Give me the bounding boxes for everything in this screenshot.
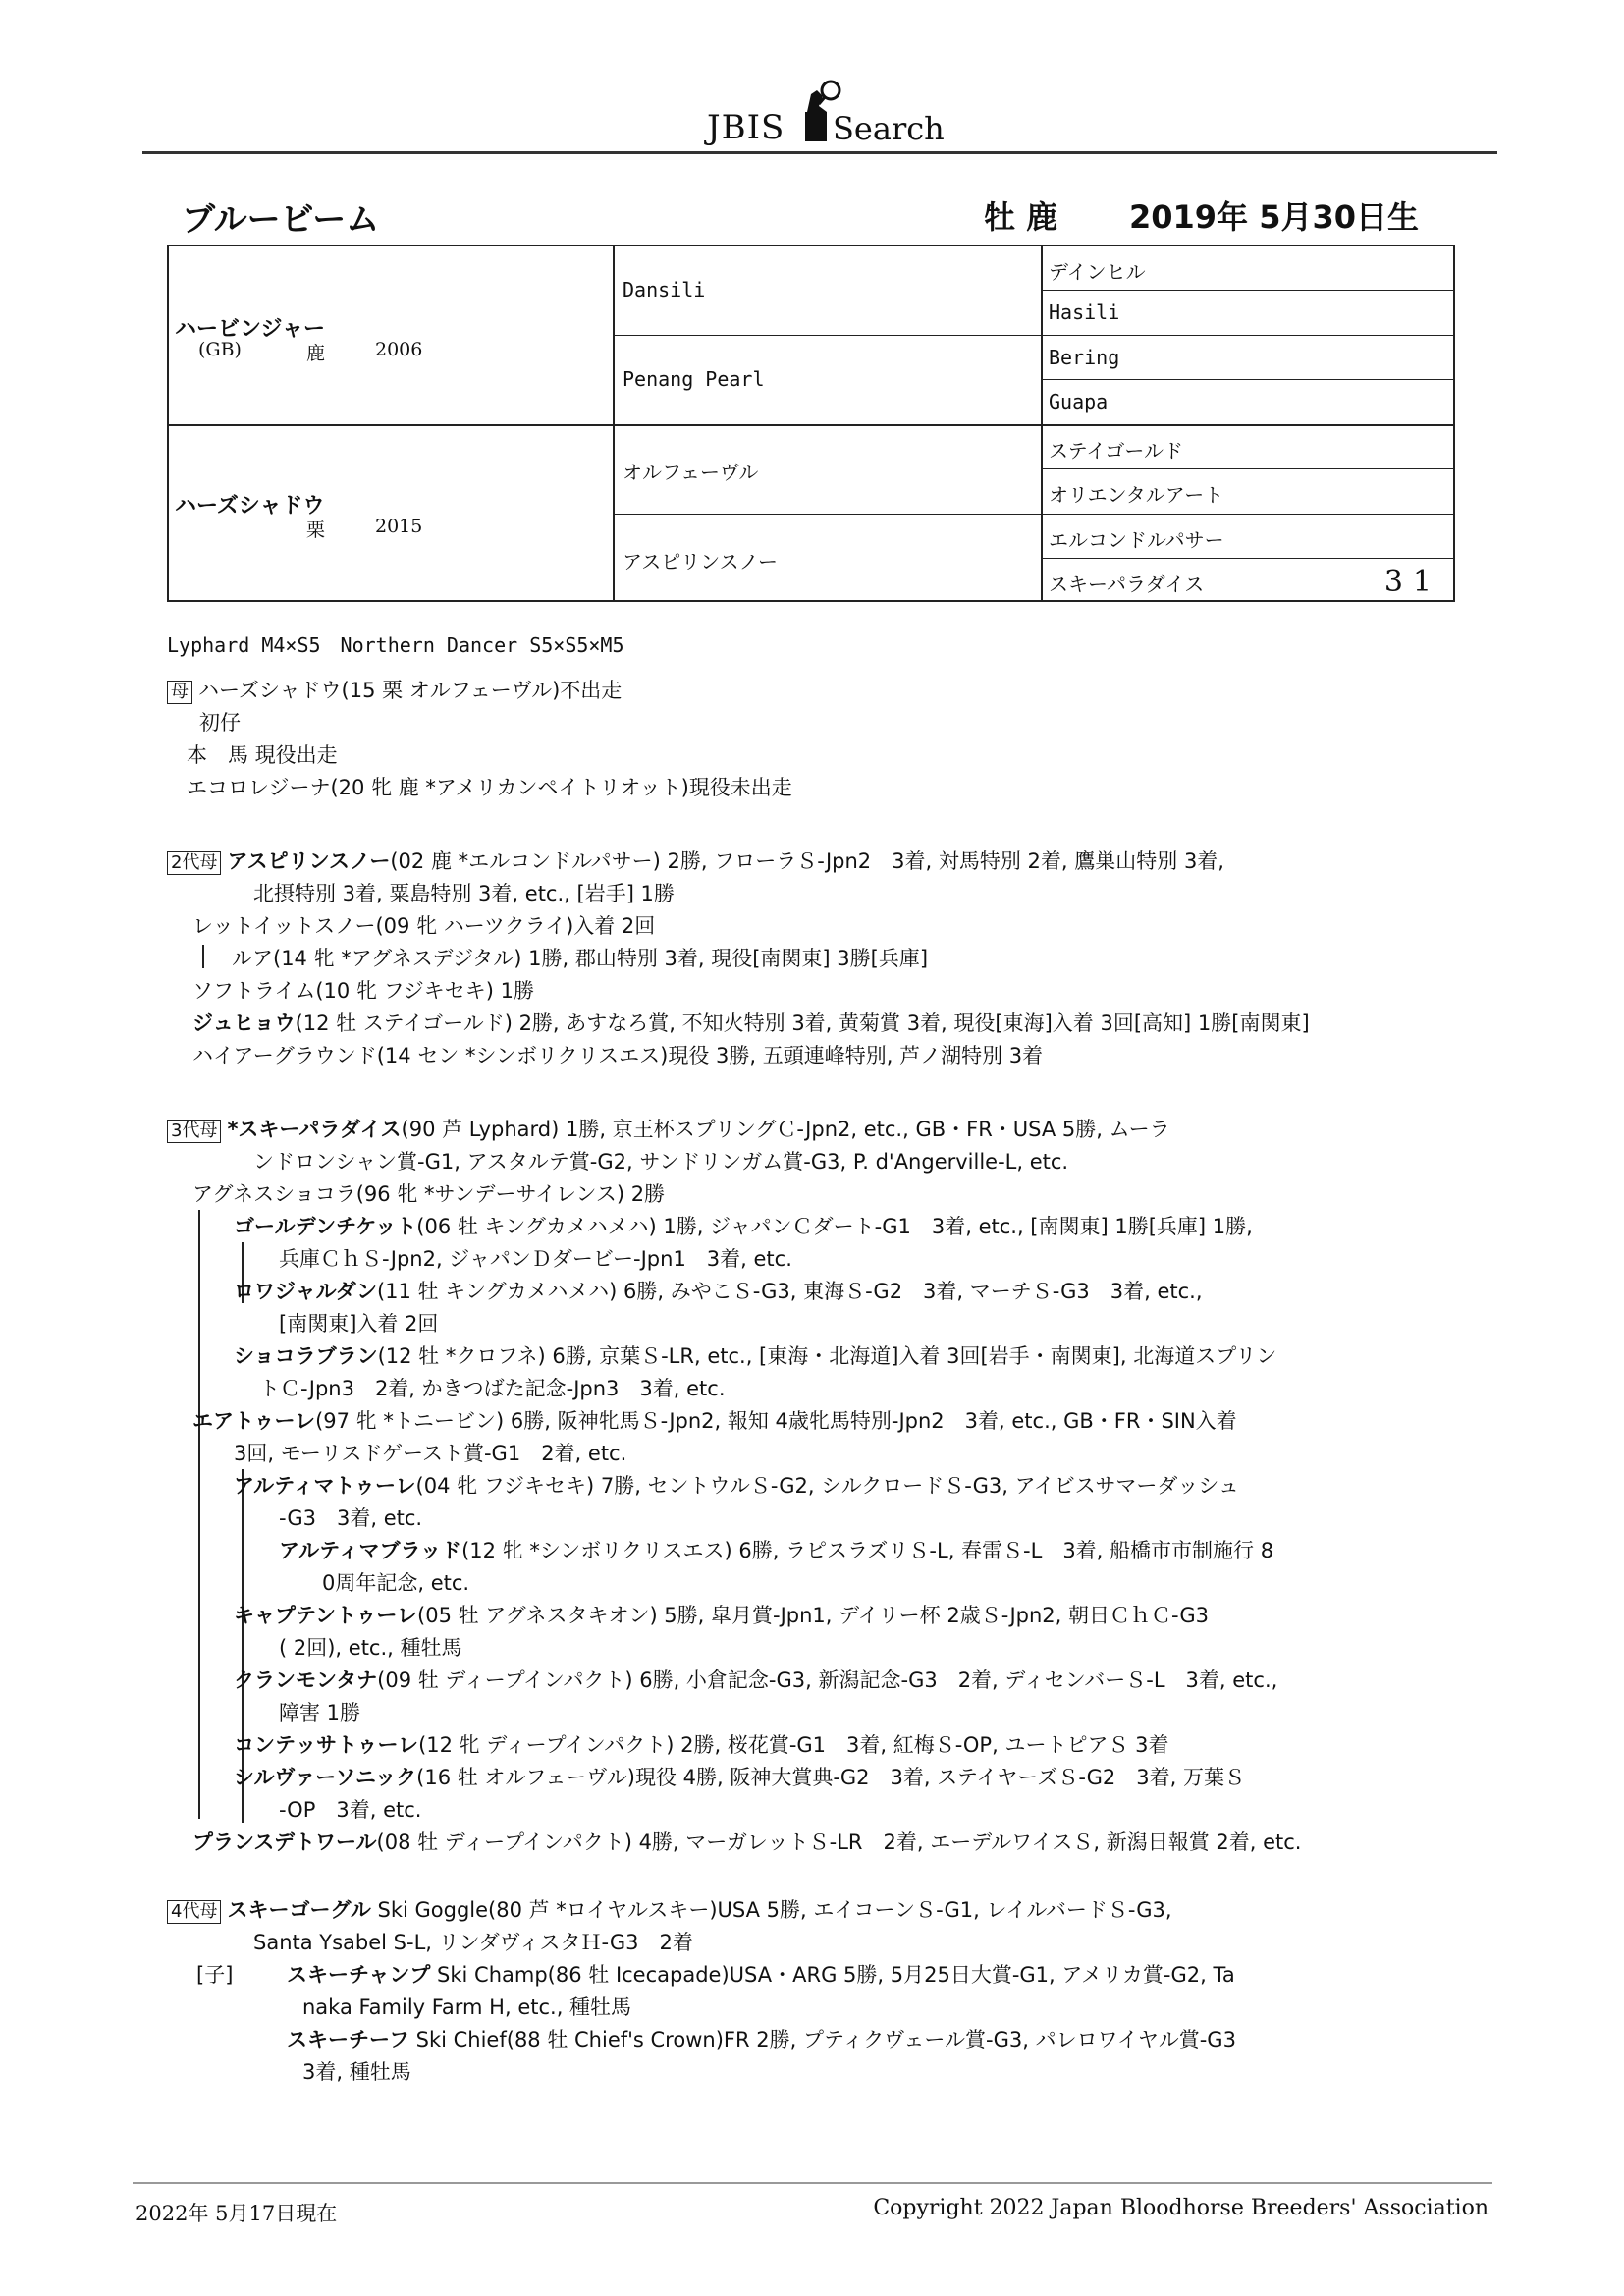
family-horse: *スキーパラダイス: [227, 1118, 402, 1141]
family-horse: スキーゴーグル: [227, 1898, 371, 1922]
family-line: アグネスショコラ(96 牝 *サンデーサイレンス) 2勝: [192, 1182, 666, 1206]
family-line: レットイットスノー(09 牝 ハーツクライ)入着 2回: [192, 914, 656, 938]
gen3-ancestor: オリエンタルアート: [1049, 483, 1224, 507]
jbis-search-logo: [707, 77, 962, 145]
family-line: (90 芦 Lyphard) 1勝, 京王杯スプリングＣ-Jpn2, etc., GB・FR・USA 5勝, ムーラ: [401, 1118, 1170, 1141]
family-line: 3着, 種牡馬: [302, 2060, 411, 2084]
footer-divider: [133, 2182, 1492, 2184]
family-horse: アルティマブラッド: [279, 1539, 462, 1562]
header-divider: [142, 151, 1497, 154]
section-label: 2代母: [167, 851, 221, 875]
logo-text-jbis: JBIS: [707, 108, 785, 147]
family-horse: ゴールデンチケット: [234, 1215, 417, 1238]
section-label: 3代母: [167, 1120, 221, 1143]
family-line: naka Family Farm H, etc., 種牡馬: [302, 1995, 632, 2019]
family-horse: エアトゥーレ: [192, 1409, 316, 1433]
dam-name: ハーズシャドウ: [175, 494, 325, 519]
family-line: スキーチーフ Ski Chief(88 牡 Chief's Crown)FR 2勝, プティクヴェール賞-G3, パレロワイヤル賞-G3: [287, 2028, 1236, 2051]
family-line: ショコラブラン(12 牡 *クロフネ) 6勝, 京葉Ｓ-LR, etc., [東海・北海道]入着 3回[岩手・南関東], 北海道スプリン: [234, 1344, 1277, 1368]
gen2-section-heading: [167, 847, 1224, 876]
gen3-ancestor: スキーパラダイス: [1049, 573, 1205, 596]
family-line: Santa Ysabel S-L, リンダヴィスタＨ-G3 2着: [253, 1931, 693, 1954]
family-line: 北摂特別 3着, 粟島特別 3着, etc., [岩手] 1勝: [253, 882, 675, 905]
family-line: -OP 3着, etc.: [279, 1798, 422, 1822]
family-line: 兵庫ＣｈＳ-Jpn2, ジャパンＤダービー-Jpn1 3着, etc.: [279, 1247, 792, 1271]
family-horse: アスピリンスノー: [227, 849, 391, 873]
gen3-ancestor: デインヒル: [1049, 260, 1146, 284]
logo-text-search: Search: [833, 110, 945, 147]
gen3-ancestor: Hasili: [1049, 301, 1120, 324]
family-line: コンテッサトゥーレ(12 牝 ディープインパクト) 2勝, 桜花賞-G1 3着, 紅梅Ｓ-OP, ユートピアＳ 3着: [234, 1733, 1169, 1757]
family-line: [南関東]入着 2回: [279, 1312, 439, 1336]
family-line: クランモンタナ(09 牡 ディープインパクト) 6勝, 小倉記念-G3, 新潟記念-G3 2着, ディセンバーＳ-L 3着, etc.,: [234, 1668, 1278, 1692]
birth-date: 2019年 5月30日生: [1129, 198, 1420, 236]
family-line: ハイアーグラウンド(14 セン *シンボリクリスエス)現役 3勝, 五頭連峰特別, 芦ノ湖特別 3着: [192, 1044, 1044, 1067]
family-horse: ショコラブラン: [234, 1344, 378, 1368]
family-horse: アルティマトゥーレ: [234, 1474, 416, 1498]
horse-name: ブルービーム: [182, 200, 380, 240]
gen3-ancestor: Bering: [1049, 346, 1120, 369]
family-line: プランスデトワール(08 牡 ディープインパクト) 4勝, マーガレットＳ-LR 2着, エーデルワイスＳ, 新潟日報賞 2着, etc.: [192, 1831, 1302, 1854]
family-line: ソフトライム(10 牝 フジキセキ) 1勝: [192, 979, 535, 1003]
pedigree-table: [167, 245, 1455, 602]
gen3-ancestor: ステイゴールド: [1049, 439, 1183, 463]
as-of-date: 2022年 5月17日現在: [135, 2202, 338, 2225]
section-label: 母: [167, 681, 192, 704]
sire-year: 2006: [375, 339, 423, 360]
family-horse: プランスデトワール: [192, 1831, 377, 1854]
family-horse: コンテッサトゥーレ: [234, 1733, 419, 1757]
family-line: トＣ-Jpn3 2着, かきつばた記念-Jpn3 3着, etc.: [259, 1377, 726, 1400]
descendant-bar: [202, 945, 204, 968]
family-line: ルア(14 牝 *アグネスデジタル) 1勝, 郡山特別 3着, 現役[南関東] 3勝[兵庫]: [232, 947, 929, 970]
family-number: 31: [1383, 565, 1441, 599]
child-label: [子]: [196, 1963, 234, 1987]
dam-section-heading: [167, 676, 622, 705]
section-label: 4代母: [167, 1900, 221, 1924]
dam-year: 2015: [375, 516, 423, 537]
descendant-bar: [198, 1210, 200, 1819]
family-line: ゴールデンチケット(06 牡 キングカメハメハ) 1勝, ジャパンＣダート-G1 3着, etc., [南関東] 1勝[兵庫] 1勝,: [234, 1215, 1253, 1238]
family-line: アルティマトゥーレ(04 牝 フジキセキ) 7勝, セントウルＳ-G2, シルクロードＳ-G3, アイビスサマーダッシュ: [234, 1474, 1239, 1498]
gen3-ancestor: エルコンドルパサー: [1049, 528, 1224, 552]
sire-origin: (GB): [198, 339, 242, 360]
family-line: スキーチャンプ Ski Champ(86 牡 Icecapade)USA・ARG 5勝, 5月25日大賞-G1, アメリカ賞-G2, Ta: [287, 1963, 1235, 1987]
gen4-section-heading: [167, 1895, 1172, 1925]
sex-color: 牡 鹿: [984, 198, 1058, 236]
family-line: 初仔: [199, 711, 241, 735]
sire-color: 鹿: [306, 343, 326, 364]
family-horse: クランモンタナ: [234, 1668, 378, 1692]
family-line: ( 2回), etc., 種牡馬: [279, 1636, 462, 1660]
family-line: 0周年記念, etc.: [322, 1571, 470, 1595]
sire-name: ハービンジャー: [175, 317, 326, 342]
inbreeding-line: Lyphard M4×S5 Northern Dancer S5×S5×M5: [167, 633, 624, 657]
gen2-ancestor: Penang Pearl: [623, 367, 765, 391]
family-line: ロワジャルダン(11 牡 キングカメハメハ) 6勝, みやこＳ-G3, 東海Ｓ-G2 3着, マーチＳ-G3 3着, etc.,: [234, 1280, 1203, 1303]
dam-color: 栗: [306, 519, 326, 541]
family-horse: ロワジャルダン: [234, 1280, 377, 1303]
family-horse: スキーチャンプ: [287, 1963, 431, 1987]
family-line: ハーズシャドウ(15 栗 オルフェーヴル)不出走: [198, 679, 623, 702]
family-horse: スキーチーフ: [287, 2028, 409, 2051]
family-line: -G3 3着, etc.: [279, 1506, 423, 1530]
family-line: ンドロンシャン賞-G1, アスタルテ賞-G2, サンドリンガム賞-G3, P. d'Angerville-L, etc.: [253, 1150, 1069, 1174]
family-line: Ski Goggle(80 芦 *ロイヤルスキー)USA 5勝, エイコーンＳ-G1, レイルバードＳ-G3,: [370, 1898, 1172, 1922]
gen2-ancestor: アスピリンスノー: [623, 550, 778, 574]
gen2-ancestor: Dansili: [623, 278, 706, 301]
family-line: 3回, モーリスドゲースト賞-G1 2着, etc.: [234, 1442, 627, 1465]
family-line: エアトゥーレ(97 牝 *トニービン) 6勝, 阪神牝馬Ｓ-Jpn2, 報知 4歳牝馬特別-Jpn2 3着, etc., GB・FR・SIN入着: [192, 1409, 1237, 1433]
gen3-ancestor: Guapa: [1049, 390, 1109, 413]
family-horse: シルヴァーソニック: [234, 1766, 417, 1789]
family-horse: キャプテントゥーレ: [234, 1604, 418, 1627]
family-line: キャプテントゥーレ(05 牡 アグネスタキオン) 5勝, 皐月賞-Jpn1, デイリー杯 2歳Ｓ-Jpn2, 朝日ＣｈＣ-G3: [234, 1604, 1209, 1627]
family-line: シルヴァーソニック(16 牡 オルフェーヴル)現役 4勝, 阪神大賞典-G2 3着, ステイヤーズＳ-G2 3着, 万葉Ｓ: [234, 1766, 1246, 1789]
family-line: アルティマブラッド(12 牝 *シンボリクリスエス) 6勝, ラピスラズリＳ-L, 春雷Ｓ-L 3着, 船橋市市制施行 8: [279, 1539, 1274, 1562]
family-line: 本 馬 現役出走: [187, 743, 338, 767]
family-line: (02 鹿 *エルコンドルパサー) 2勝, フローラＳ-Jpn2 3着, 対馬特別 2着, 鷹巣山特別 3着,: [390, 849, 1224, 873]
copyright: Copyright 2022 Japan Bloodhorse Breeders' Association: [873, 2196, 1489, 2220]
gen2-ancestor: オルフェーヴル: [623, 461, 759, 484]
family-horse: ジュヒョウ: [192, 1011, 296, 1035]
family-line: ジュヒョウ(12 牡 ステイゴールド) 2勝, あすなろ賞, 不知火特別 3着, 黄菊賞 3着, 現役[東海]入着 3回[高知] 1勝[南関東]: [192, 1011, 1310, 1035]
family-line: 障害 1勝: [279, 1701, 361, 1724]
gen3-section-heading: [167, 1115, 1170, 1144]
family-line: エコロレジーナ(20 牝 鹿 *アメリカンペイトリオット)現役未出走: [187, 776, 792, 799]
